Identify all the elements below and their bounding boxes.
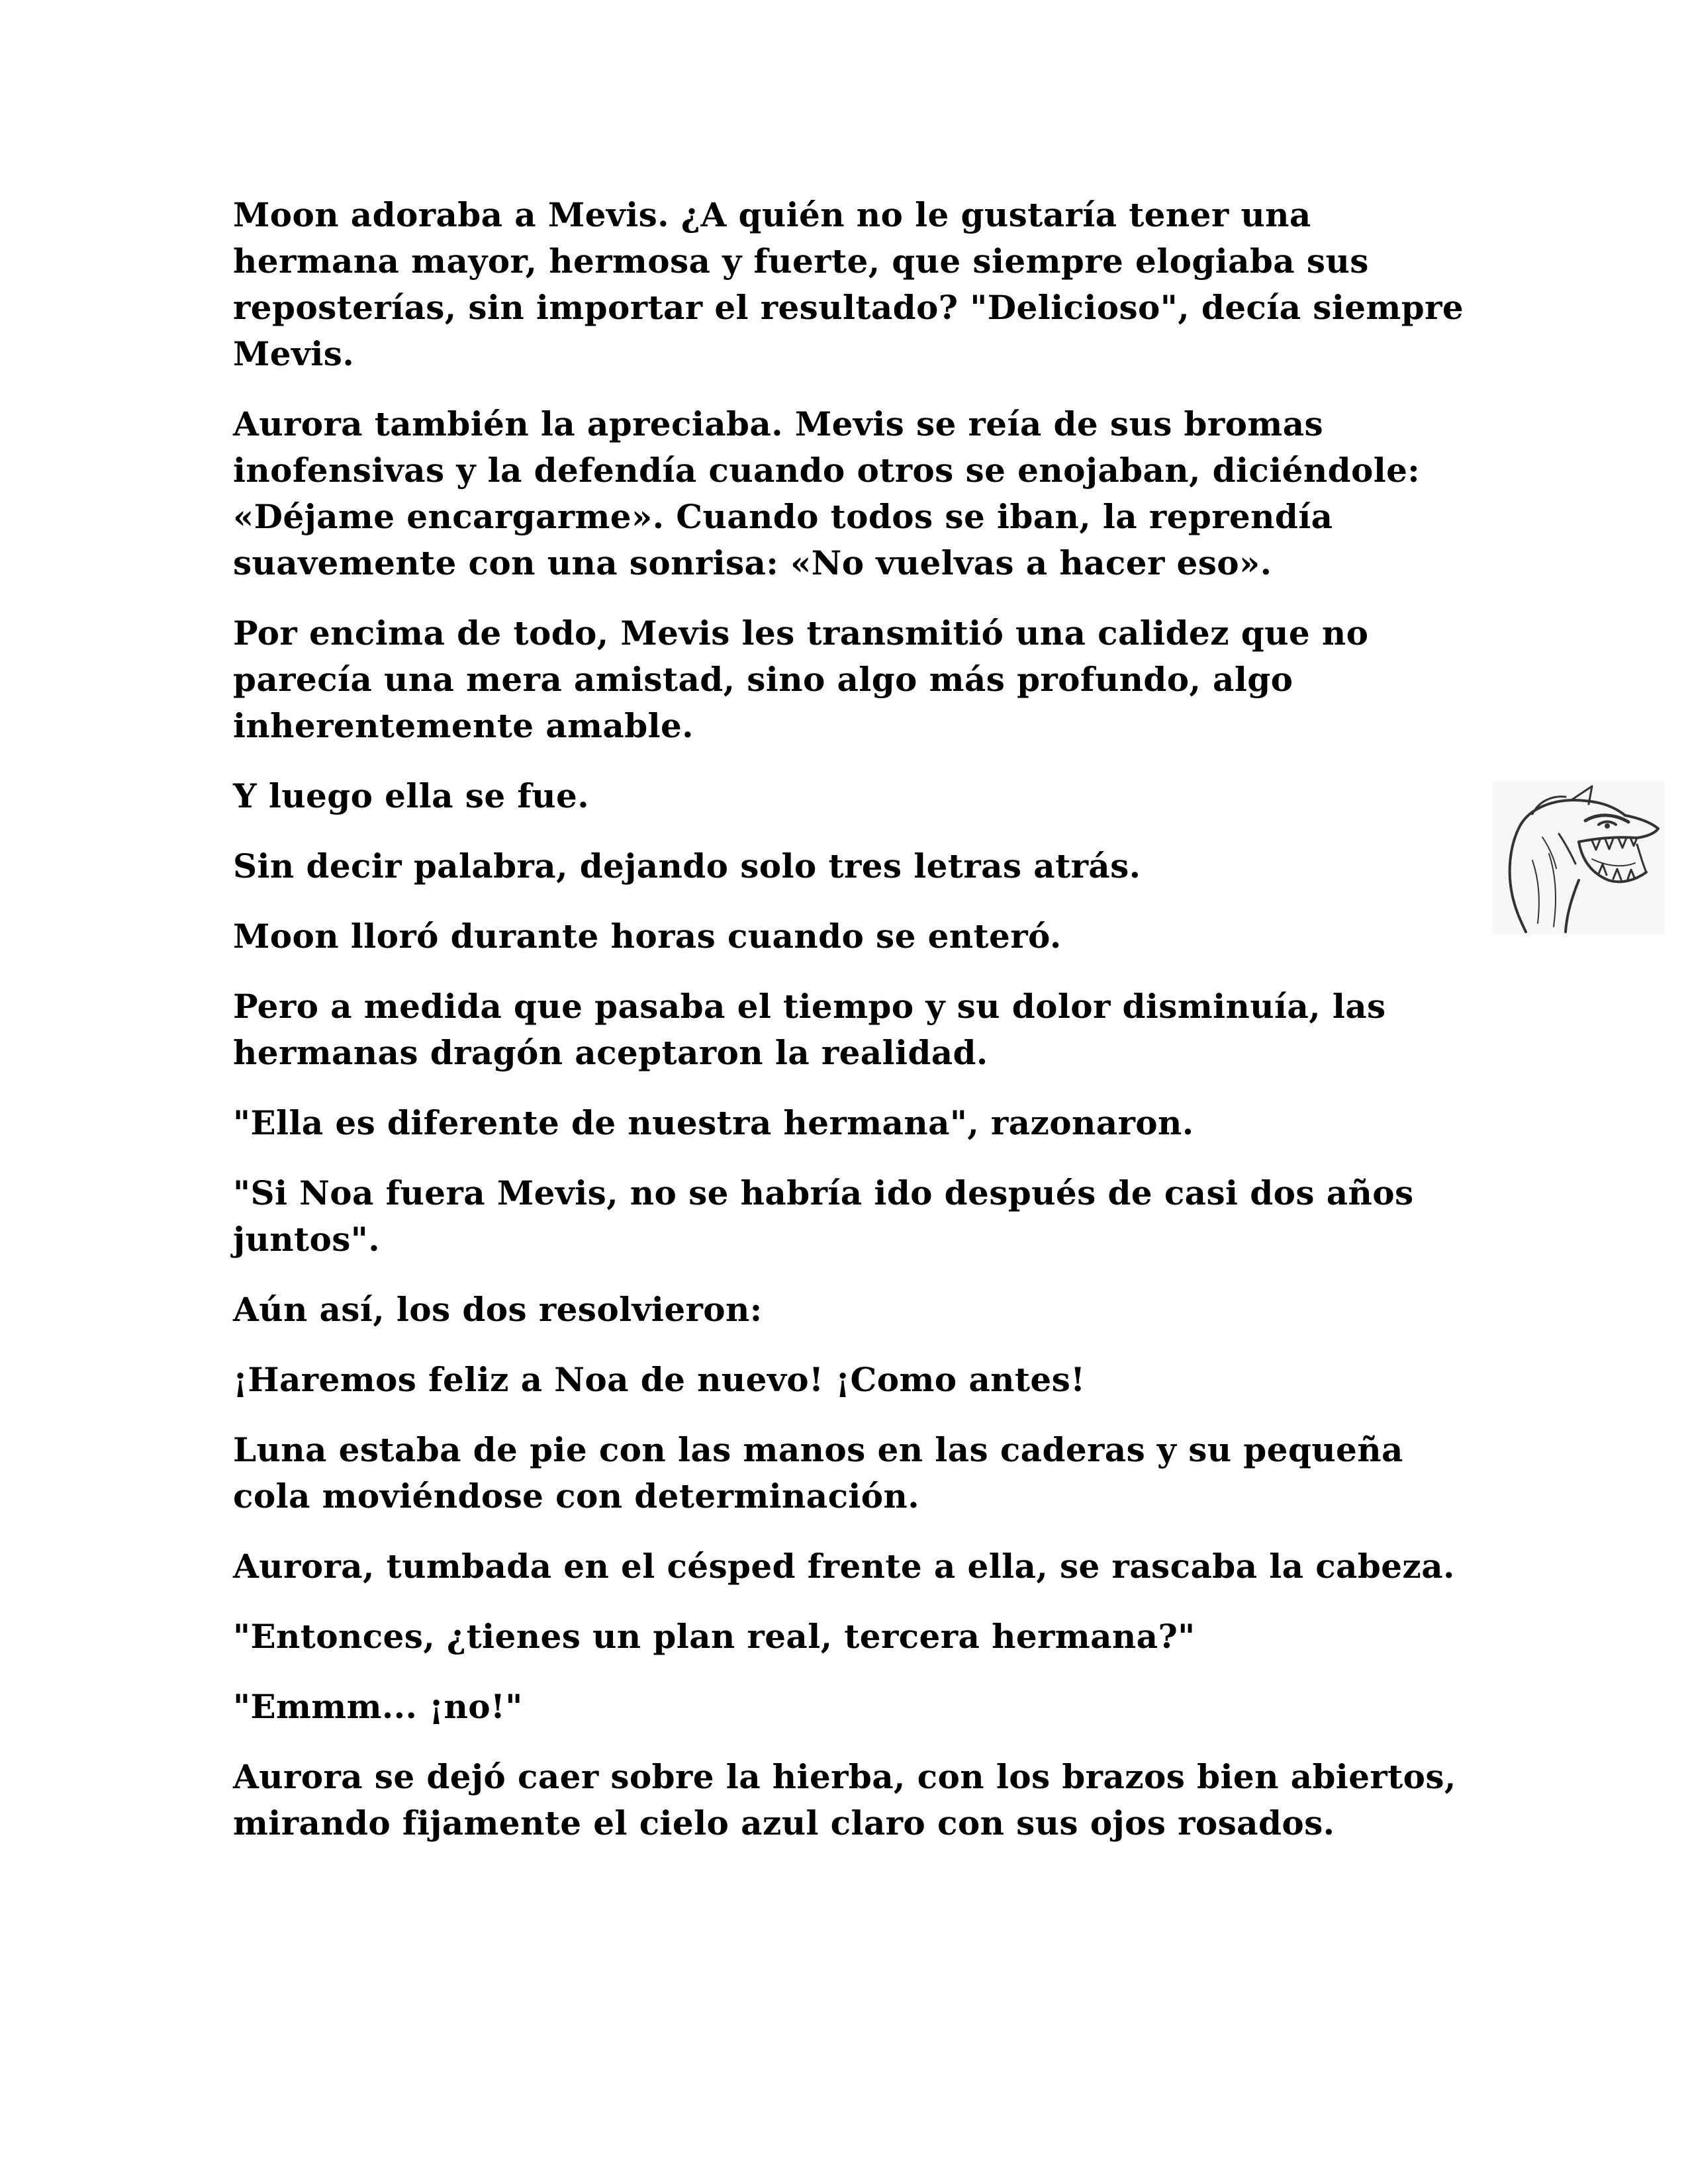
paragraph-1: Moon adoraba a Mevis. ¿A quién no le gustaría tener una hermana mayor, hermosa y fuerte, que siempre elogiaba sus reposterías, sin importar el resultado? "Delicioso", decía siempre Mevis. xyxy=(233,195,1464,373)
paragraph-5: Sin decir palabra, dejando solo tres letras atrás. xyxy=(233,846,1141,886)
paragraph-11: ¡Haremos feliz a Noa de nuevo! ¡Como antes! xyxy=(233,1360,1086,1399)
paragraph-3: Por encima de todo, Mevis les transmitió una calidez que no parecía una mera amistad, sino algo más profundo, algo inherentemente amable. xyxy=(233,614,1369,745)
paragraph-7: Pero a medida que pasaba el tiempo y su dolor disminuía, las hermanas dragón aceptaron la realidad. xyxy=(233,987,1386,1072)
story-text xyxy=(233,192,1471,1870)
paragraph-9: "Si Noa fuera Mevis, no se habría ido después de casi dos años juntos". xyxy=(233,1173,1414,1259)
paragraph-10: Aún así, los dos resolvieron: xyxy=(233,1290,763,1329)
paragraph-6: Moon lloró durante horas cuando se enteró. xyxy=(233,917,1062,956)
paragraph-13: Aurora, tumbada en el césped frente a ella, se rascaba la cabeza. xyxy=(233,1547,1455,1586)
paragraph-14: "Entonces, ¿tienes un plan real, tercera hermana?" xyxy=(233,1617,1196,1656)
paragraph-4: Y luego ella se fue. xyxy=(233,776,590,815)
paragraph-12: Luna estaba de pie con las manos en las caderas y su pequeña cola moviéndose con determinación. xyxy=(233,1430,1403,1516)
paragraph-2: Aurora también la apreciaba. Mevis se reía de sus bromas inofensivas y la defendía cuando otros se enojaban, diciéndole: «Déjame encargarme». Cuando todos se iban, la reprendía suavemente con una sonrisa: «No vuelvas a hacer eso». xyxy=(233,404,1421,582)
paragraph-15: "Emmm... ¡no!" xyxy=(233,1687,523,1726)
paragraph-8: "Ella es diferente de nuestra hermana", razonaron. xyxy=(233,1103,1194,1142)
dragon-head-sketch-icon xyxy=(1493,781,1665,934)
paragraph-16: Aurora se dejó caer sobre la hierba, con los brazos bien abiertos, mirando fijamente el cielo azul claro con sus ojos rosados. xyxy=(233,1757,1456,1843)
